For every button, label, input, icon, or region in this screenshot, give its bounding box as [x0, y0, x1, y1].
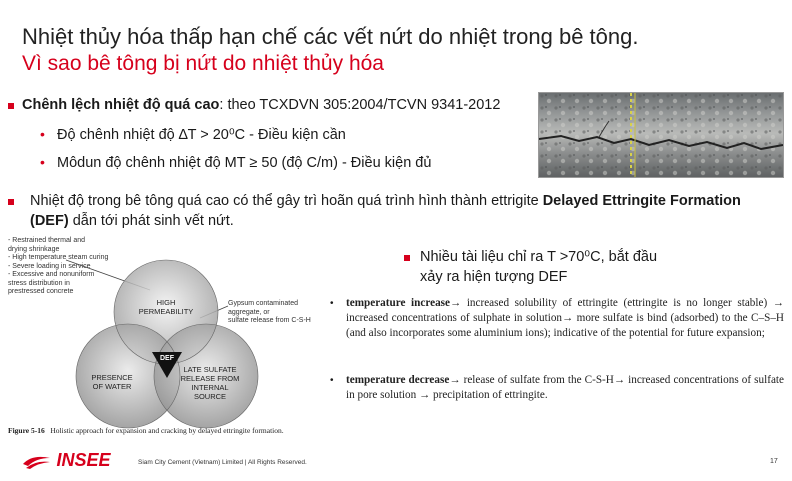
top-circle-label: PERMEABILITY	[138, 307, 194, 316]
bullet-marker	[404, 255, 410, 261]
para-temperature-decrease	[346, 373, 784, 403]
gypsum-line: aggregate, or	[228, 308, 270, 316]
sub-bullet-dot: •	[40, 154, 45, 170]
bullet-text: : theo TCXDVN 305:2004/TCVN 9341-2012	[219, 97, 501, 113]
note-line: - Restrained thermal and	[8, 237, 86, 244]
threshold-line: xảy ra hiện tượng DEF	[420, 269, 568, 285]
slide-subtitle: Vì sao bê tông bị nứt do nhiệt thủy hóa	[22, 52, 384, 75]
left-circle-label: OF WATER	[92, 382, 132, 391]
brand-name: INSEE	[56, 450, 111, 470]
para-dot: •	[330, 298, 334, 309]
copyright: Siam City Cement (Vietnam) Limited | All Rights Reserved.	[138, 459, 307, 466]
para-text: → increased solubility of ettringite (ettringite is no longer stable) → increased concentrations of sulphate in solution→ more sulfate is bind (adsorbed) to the C–S–H (and also incorporates some aluminium ions); indicative of the potential for future expansion;	[346, 297, 784, 339]
threshold-line: Nhiều tài liệu chỉ ra T >70⁰C, bắt đầu	[420, 249, 658, 265]
def-bold: Delayed Ettringite Formation	[542, 193, 741, 209]
note-line: - Severe loading in service	[8, 262, 91, 270]
note-line: stress distribution in	[8, 279, 70, 287]
para-text: → release of sulfate from the C-S-H→ increased concentrations of sulfate in pore solution → precipitation of ettringite.	[346, 374, 784, 401]
gypsum-line: sulfate release from C-S-H	[228, 317, 311, 324]
gypsum-line: Gypsum contaminated	[228, 300, 299, 307]
top-circle-label: HIGH	[156, 298, 176, 307]
para-temperature-increase	[346, 296, 784, 341]
caption-text: Holistic approach for expansion and cracking by delayed ettringite formation.	[50, 426, 284, 435]
def-text-2: dẫn tới phát sinh vết nứt.	[68, 213, 234, 229]
right-circle-label: SOURCE	[193, 392, 227, 401]
sub-bullet-delta-t: Độ chênh nhiệt độ ∆T > 20⁰C - Điều kiện cần	[57, 127, 346, 143]
right-circle-label: LATE SULFATE	[183, 365, 237, 374]
note-line: - Excessive and nonuniform	[8, 271, 95, 278]
right-circle-label: INTERNAL	[191, 383, 229, 392]
note-line: - High temperature steam curing	[8, 254, 109, 261]
para-dot: •	[330, 375, 334, 386]
figure-caption	[8, 426, 284, 435]
left-circle-label: PRESENCE	[91, 373, 133, 382]
sub-bullet-dot: •	[40, 126, 45, 142]
page-number: 17	[770, 458, 778, 465]
bullet-def-threshold	[420, 247, 657, 287]
right-circle-label: RELEASE FROM	[180, 374, 240, 383]
bullet-bold: Chênh lệch nhiệt độ quá cao	[22, 97, 220, 113]
insee-logo	[22, 450, 110, 471]
def-text-1: Nhiệt độ trong bê tông quá cao có thể gây trì hoãn quá trình hình thành ettrigite	[30, 193, 543, 209]
note-line: prestressed concrete	[8, 288, 74, 295]
def-abbrev: (DEF)	[30, 213, 69, 229]
para-bold: temperature decrease	[346, 374, 450, 386]
para-bold: temperature increase	[346, 297, 450, 309]
note-line: drying shrinkage	[8, 245, 60, 253]
def-center-label: DEF	[160, 355, 174, 362]
caption-label: Figure 5-16	[8, 426, 45, 435]
slide-title: Nhiệt thủy hóa thấp hạn chế các vết nứt do nhiệt trong bê tông.	[22, 24, 639, 49]
sub-bullet-modulus: Môdun độ chênh nhiệt độ MT ≥ 50 (độ C/m) - Điều kiện đủ	[57, 155, 432, 171]
insee-swoosh-icon	[22, 452, 52, 470]
